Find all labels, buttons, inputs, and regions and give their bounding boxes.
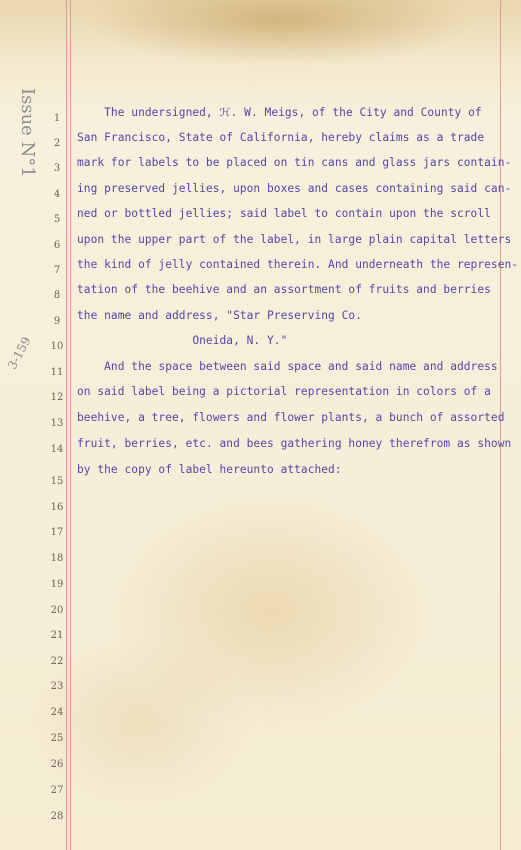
typed-line: mark for labels to be placed on tin cans and glass jars contain- [77,156,512,169]
line-number: 19 [50,579,64,590]
line-number: 16 [50,502,64,513]
line-number: 24 [50,707,64,718]
typed-line: the kind of jelly contained therein. And underneath the represen- [77,258,519,271]
left-margin-rule-inner [70,0,71,850]
typed-line: Oneida, N. Y." [77,334,288,347]
handwritten-margin-number: 3-159 [4,334,34,372]
line-number: 26 [50,759,64,770]
typed-line: ned or bottled jellies; said label to contain upon the scroll [77,207,491,220]
line-number: 11 [50,367,64,378]
typed-line: ing preserved jellies, upon boxes and cases containing said can- [77,182,512,195]
typed-line: the name and address, "Star Preserving Co. [77,309,362,322]
line-number: 18 [50,553,64,564]
typed-line: The undersigned, ℋ. W. Meigs, of the City and County of [77,106,482,119]
typed-line: upon the upper part of the label, in large plain capital letters [77,233,512,246]
line-number: 28 [50,811,64,822]
line-number: 12 [50,392,64,403]
typed-line: And the space between said space and said name and address [77,360,498,373]
line-number: 4 [53,189,61,200]
line-number: 1 [53,113,61,124]
typed-line: on said label being a pictorial representation in colors of a [77,385,491,398]
line-number: 20 [50,605,64,616]
line-number: 8 [53,290,61,301]
line-number: 27 [50,785,64,796]
line-number: 21 [50,630,64,641]
handwritten-side-note: Issue N°1 [17,88,38,178]
line-number: 14 [50,444,64,455]
line-number: 22 [50,656,64,667]
typed-line: tation of the beehive and an assortment of fruits and berries [77,283,491,296]
line-number: 6 [53,240,61,251]
line-number: 15 [50,476,64,487]
line-number: 10 [50,341,64,352]
right-margin-rule [500,0,501,850]
line-number: 23 [50,681,64,692]
line-number: 13 [50,418,64,429]
line-number: 25 [50,733,64,744]
typed-line: by the copy of label hereunto attached: [77,463,342,476]
typed-line: beehive, a tree, flowers and flower plants, a bunch of assorted [77,411,505,424]
typed-line: San Francisco, State of California, hereby claims as a trade [77,131,485,144]
line-number: 7 [53,265,61,276]
line-number: 9 [53,316,61,327]
line-number: 17 [50,527,64,538]
line-number: 3 [53,163,61,174]
typed-line: fruit, berries, etc. and bees gathering honey therefrom as shown [77,437,512,450]
line-number: 2 [53,138,61,149]
line-number: 5 [53,214,61,225]
